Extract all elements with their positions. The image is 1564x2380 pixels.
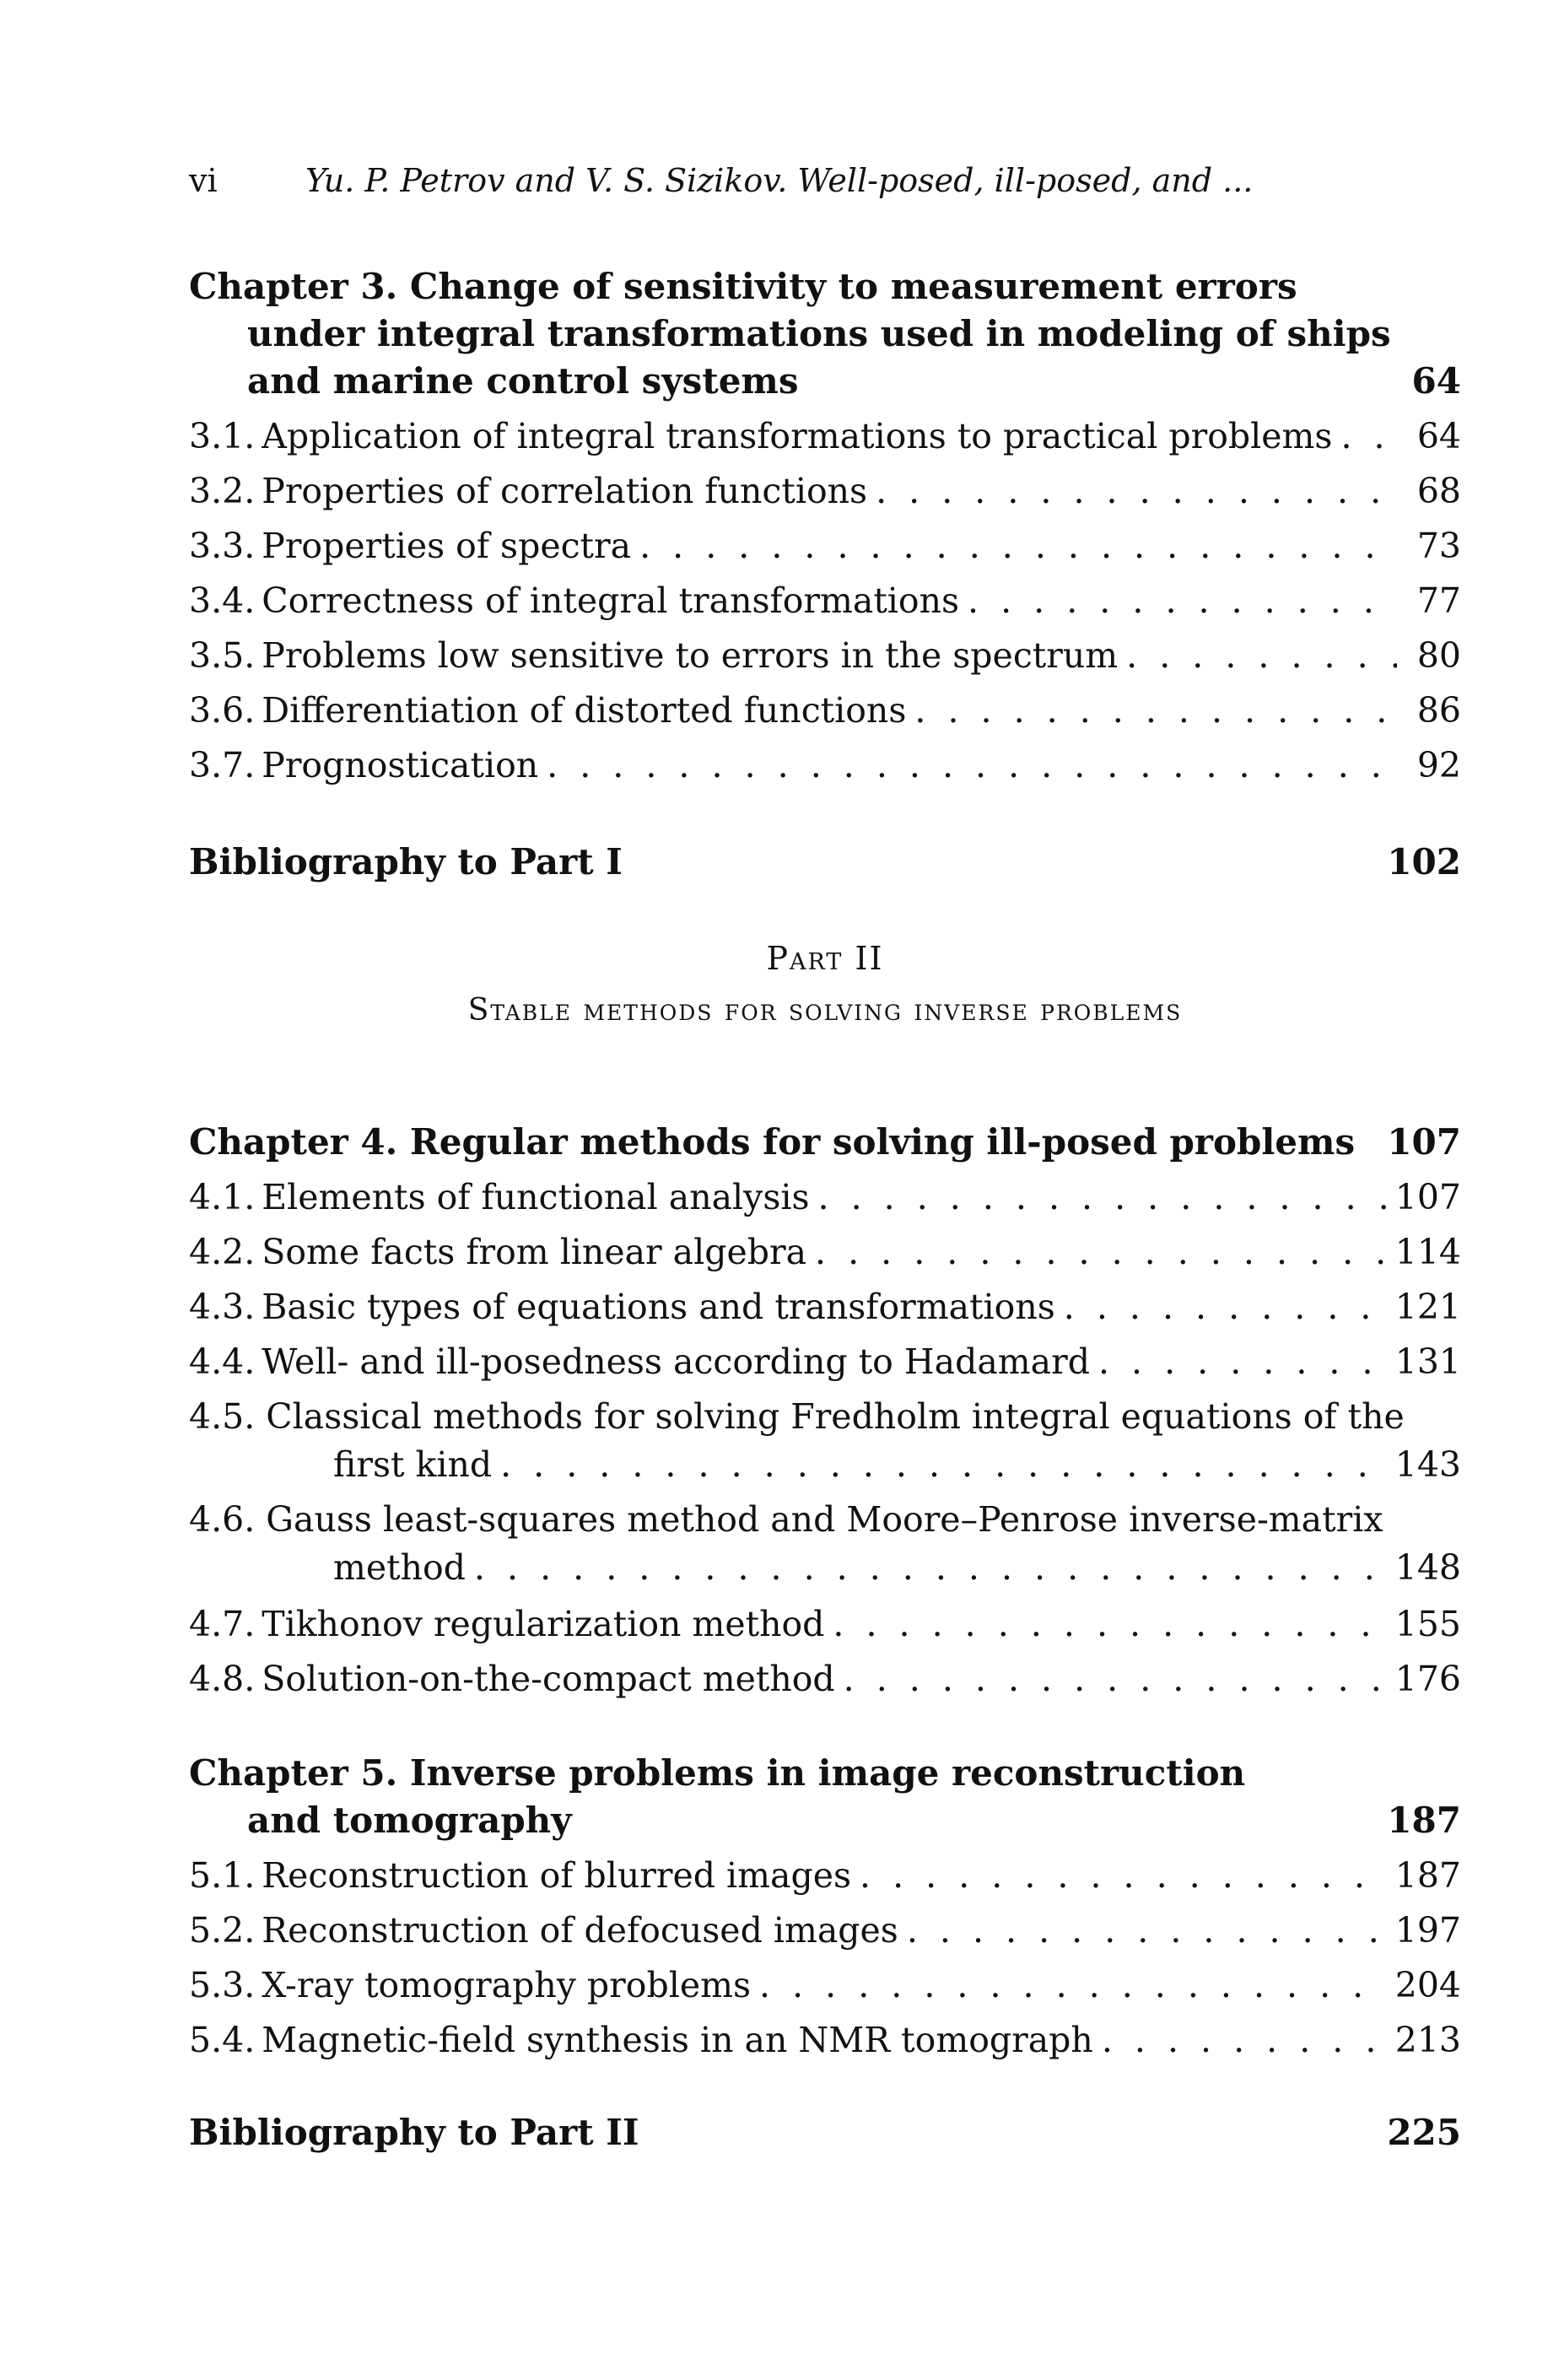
toc-entry-3-3[interactable]	[189, 519, 1461, 574]
dot-leader	[907, 1903, 1387, 1958]
toc-entry-4-1[interactable]	[189, 1170, 1461, 1225]
entry-number: 3.4.	[189, 580, 256, 621]
chapter-3-page: 64	[1411, 360, 1461, 402]
dot-leader	[860, 1848, 1387, 1903]
toc-entry-5-2[interactable]	[189, 1903, 1461, 1958]
entry-page: 143	[1394, 1444, 1461, 1485]
entry-page: 77	[1416, 580, 1461, 621]
entry-page: 204	[1394, 1965, 1461, 2005]
bibliography-part-2[interactable]	[189, 2109, 1461, 2156]
chapter-3-title-line-3: and marine control systems	[247, 360, 799, 402]
entry-title: Application of integral transformations to practical problems	[262, 416, 1333, 456]
bibliography-1-label: Bibliography to Part I	[189, 841, 623, 882]
dot-leader	[1102, 2013, 1387, 2068]
chapter-5-title-line-2: and tomography	[247, 1800, 572, 1841]
entry-number: 3.7.	[189, 745, 256, 785]
dot-leader	[914, 683, 1397, 738]
bibliography-2-page: 225	[1387, 2112, 1461, 2153]
chapter-5-section	[189, 1750, 1461, 2068]
toc-entry-5-4[interactable]	[189, 2013, 1461, 2068]
entry-number: 3.1.	[189, 416, 256, 456]
chapter-4-heading	[189, 1119, 1461, 1166]
entry-page: 73	[1416, 526, 1461, 566]
entry-number: 4.2.	[189, 1232, 256, 1272]
entry-number: 4.1.	[189, 1177, 256, 1217]
entry-title: Correctness of integral transformations	[262, 580, 960, 621]
toc-entry-3-5[interactable]	[189, 629, 1461, 683]
entry-title: Properties of spectra	[262, 526, 632, 566]
entry-number: 5.3.	[189, 1965, 256, 2005]
chapter-4-page: 107	[1387, 1121, 1461, 1163]
dot-leader	[844, 1652, 1387, 1707]
dot-leader	[833, 1597, 1386, 1652]
chapter-5-title-line-1: Chapter 5. Inverse problems in image reconstruction	[189, 1752, 1246, 1794]
entry-number: 3.3.	[189, 526, 256, 566]
bibliography-1-page: 102	[1387, 841, 1461, 882]
toc-entry-3-4[interactable]	[189, 574, 1461, 629]
chapter-4-section	[189, 1119, 1461, 1707]
entry-title: Properties of correlation functions	[262, 471, 868, 511]
entry-title: Reconstruction of defocused images	[262, 1910, 898, 1951]
entry-title: Magnetic-field synthesis in an NMR tomograph	[262, 2020, 1093, 2060]
entry-page: 148	[1394, 1547, 1461, 1588]
toc-entry-4-8[interactable]	[189, 1652, 1461, 1707]
entry-number: 5.1.	[189, 1855, 256, 1896]
entry-page: 92	[1416, 745, 1461, 785]
chapter-3-title-line-1: Chapter 3. Change of sensitivity to measurement errors	[189, 266, 1297, 307]
dot-leader	[968, 574, 1397, 629]
entry-number: 3.2.	[189, 471, 256, 511]
entry-number: 3.6.	[189, 690, 256, 731]
entry-title: Tikhonov regularization method	[262, 1604, 825, 1644]
entry-title: Solution-on-the-compact method	[262, 1659, 835, 1699]
entry-number: 4.8.	[189, 1659, 256, 1699]
entry-number: 4.4.	[189, 1341, 256, 1382]
entry-number: 5.2.	[189, 1910, 256, 1951]
running-head	[189, 157, 1461, 204]
bibliography-2-label: Bibliography to Part II	[189, 2112, 639, 2153]
entry-page: 197	[1394, 1910, 1461, 1951]
entry-page: 64	[1416, 416, 1461, 456]
entry-page: 176	[1394, 1659, 1461, 1699]
toc-entry-5-3[interactable]	[189, 1958, 1461, 2013]
dot-leader	[815, 1225, 1387, 1280]
entry-title-line-1: 4.5. Classical methods for solving Fredholm integral equations of the	[189, 1396, 1405, 1437]
dot-leader	[547, 738, 1397, 793]
toc-entry-4-3[interactable]	[189, 1280, 1461, 1335]
chapter-5-heading	[189, 1750, 1461, 1844]
part-2-subtitle: Stable methods for solving inverse problems	[467, 993, 1183, 1028]
entry-number: 4.3.	[189, 1287, 256, 1327]
entry-page: 80	[1416, 635, 1461, 676]
entry-page: 213	[1394, 2020, 1461, 2060]
toc-entry-4-7[interactable]	[189, 1597, 1461, 1652]
toc-entry-3-2[interactable]	[189, 464, 1461, 519]
chapter-5-page: 187	[1387, 1800, 1461, 1841]
chapter-3-title-line-2: under integral transformations used in modeling of ships	[247, 313, 1391, 354]
dot-leader	[759, 1958, 1387, 2013]
toc-entry-4-4[interactable]	[189, 1335, 1461, 1390]
entry-title: Well- and ill-posedness according to Hadamard	[262, 1341, 1090, 1382]
toc-entry-3-6[interactable]	[189, 683, 1461, 738]
entry-page: 114	[1394, 1232, 1461, 1272]
entry-page: 121	[1394, 1287, 1461, 1327]
toc-entry-4-6[interactable]	[189, 1496, 1461, 1592]
entry-title-line-1: 4.6. Gauss least-squares method and Moore–Penrose inverse-matrix	[189, 1499, 1383, 1540]
entry-title: X-ray tomography problems	[262, 1965, 751, 2005]
dot-leader	[1340, 409, 1397, 464]
entry-number: 5.4.	[189, 2020, 256, 2060]
book-page	[189, 0, 1461, 2380]
dot-leader	[1064, 1280, 1387, 1335]
entry-title: Elements of functional analysis	[262, 1177, 810, 1217]
entry-title: Some facts from linear algebra	[262, 1232, 807, 1272]
entry-title: Differentiation of distorted functions	[262, 690, 907, 731]
entry-page: 155	[1394, 1604, 1461, 1644]
entry-title: Problems low sensitive to errors in the spectrum	[262, 635, 1119, 676]
dot-leader	[500, 1441, 1387, 1489]
toc-entry-3-1[interactable]	[189, 409, 1461, 464]
dot-leader	[1098, 1335, 1387, 1390]
bibliography-part-1[interactable]	[189, 839, 1461, 886]
entry-page: 131	[1394, 1341, 1461, 1382]
toc-entry-3-7[interactable]	[189, 738, 1461, 793]
entry-number: 4.7.	[189, 1604, 256, 1644]
dot-leader	[474, 1544, 1387, 1592]
entry-page: 68	[1416, 471, 1461, 511]
part-2-label: Part II	[766, 940, 884, 977]
entry-title: Reconstruction of blurred images	[262, 1855, 852, 1896]
entry-title: Basic types of equations and transformations	[262, 1287, 1055, 1327]
running-title: Yu. P. Petrov and V. S. Sizikov. Well-posed, ill-posed, and ...	[305, 162, 1254, 199]
entry-page: 107	[1394, 1177, 1461, 1217]
chapter-3-heading	[189, 263, 1461, 405]
dot-leader	[639, 519, 1397, 574]
toc-entry-4-2[interactable]	[189, 1225, 1461, 1280]
entry-page: 187	[1394, 1855, 1461, 1896]
toc-entry-4-5[interactable]	[189, 1393, 1461, 1489]
chapter-3-section	[189, 263, 1461, 793]
entry-title-line-2: method	[333, 1547, 466, 1588]
dot-leader	[1126, 629, 1397, 683]
entry-number: 3.5.	[189, 635, 256, 676]
dot-leader	[818, 1170, 1387, 1225]
toc-entry-5-1[interactable]	[189, 1848, 1461, 1903]
dot-leader	[876, 464, 1397, 519]
chapter-4-title: Chapter 4. Regular methods for solving ill-posed problems	[189, 1121, 1356, 1163]
page-number: vi	[189, 162, 218, 199]
entry-page: 86	[1416, 690, 1461, 731]
entry-title-line-2: first kind	[333, 1444, 493, 1485]
entry-title: Prognostication	[262, 745, 539, 785]
